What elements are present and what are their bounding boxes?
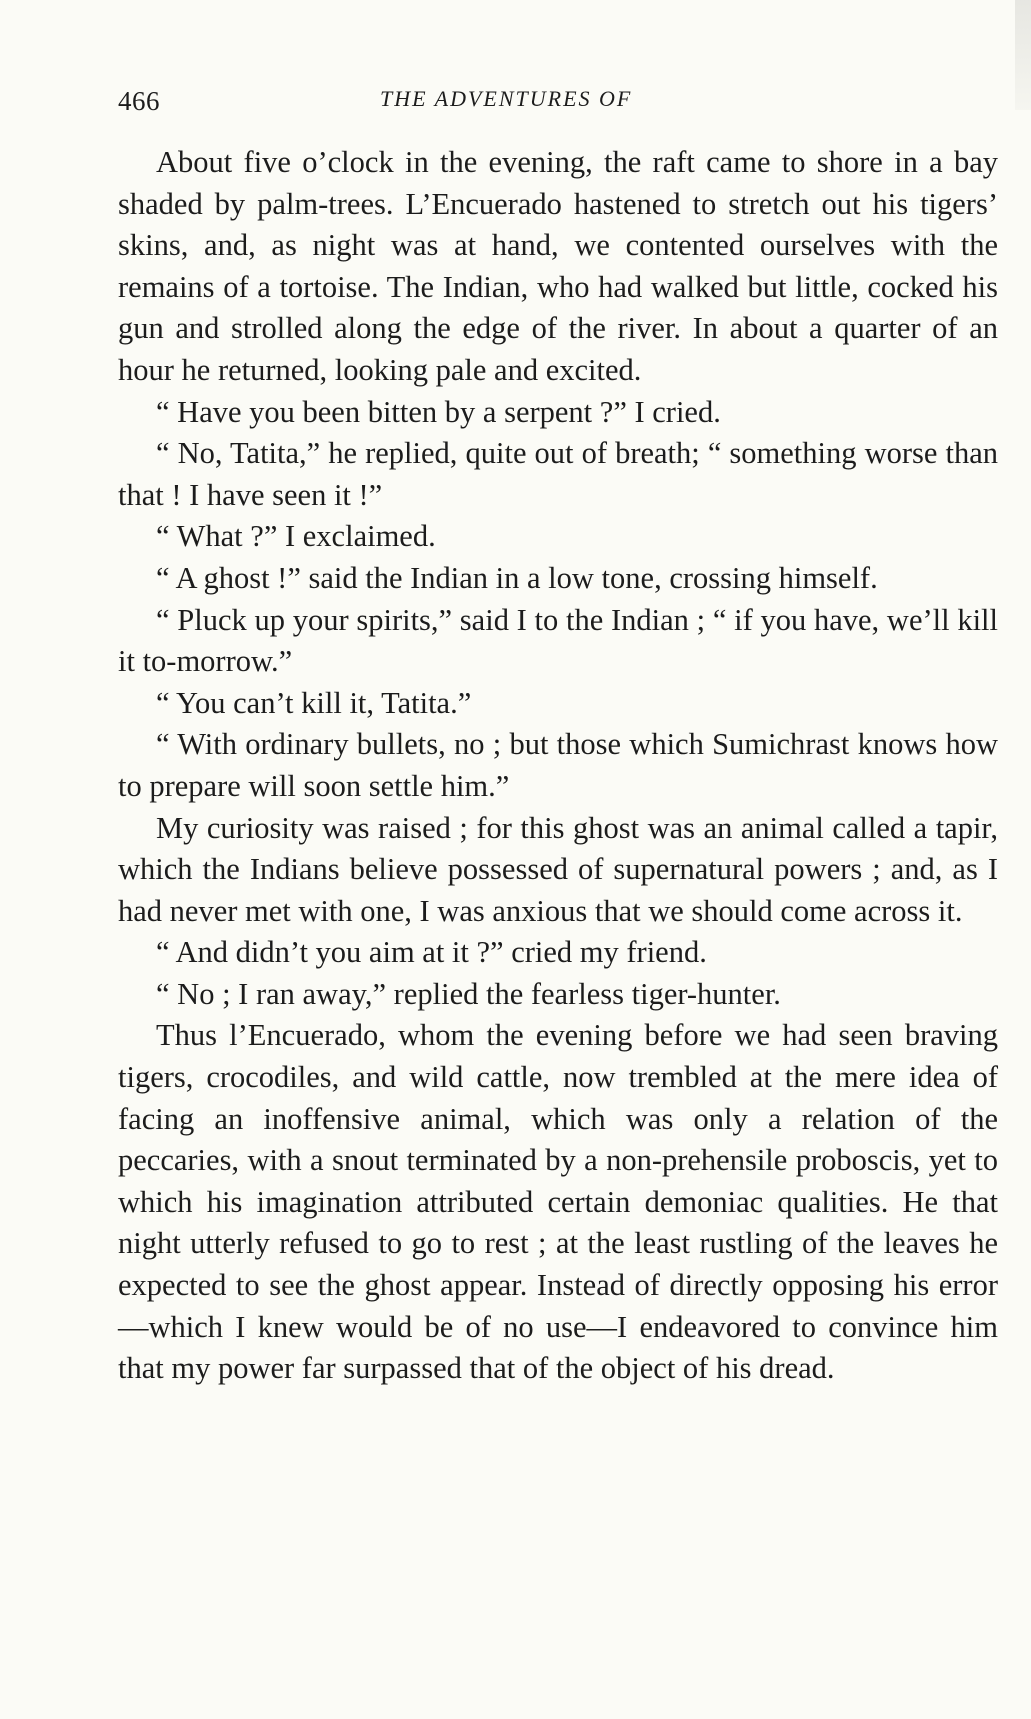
paragraph: “ What ?” I exclaimed. [156,519,436,554]
paragraph: “ A ghost !” said the Indian in a low tone, crossing himself. [156,560,878,595]
page-edge-shadow [1015,0,1031,110]
paragraph: “ And didn’t you aim at it ?” cried my friend. [156,935,707,970]
page-header [118,80,998,120]
paragraph: About five o’clock in the evening, the raft came to shore in a bay shaded by palm-trees. L’Encuerado hastened to stretch out his tigers’ skins, and, as night was at hand, we contented ourselves with the remains of a tortoise. The Indian, who had walked but little, cocked his gun and strolled along the edge of the river. In about a quarter of an hour he returned, looking pale and excited. [118,145,998,387]
paragraph: “ With ordinary bullets, no ; but those which Sumichrast knows how to prepare will soon settle him.” [118,727,998,803]
running-head: THE ADVENTURES OF [380,86,633,111]
paragraph: My curiosity was raised ; for this ghost was an animal called a tapir, which the Indians believe possessed of supernatural powers ; and, as I had never met with one, I was anxious that we should come across it. [118,810,998,928]
page-number: 466 [118,86,160,116]
body-text [118,142,998,1390]
paragraph: “ Have you been bitten by a serpent ?” I cried. [156,394,721,429]
paragraph: “ No ; I ran away,” replied the fearless tiger-hunter. [156,976,781,1011]
paragraph: “ No, Tatita,” he replied, quite out of breath; “ something worse than that ! I have seen it !” [118,436,998,512]
paragraph: “ Pluck up your spirits,” said I to the Indian ; “ if you have, we’ll kill it to-morrow.” [118,602,998,679]
paragraph: “ You can’t kill it, Tatita.” [156,685,472,720]
paragraph: Thus l’Encuerado, whom the evening before we had seen braving tigers, crocodiles, and wild cattle, now trembled at the mere idea of facing an inoffensive animal, which was only a relation of the peccaries, with a snout terminated by a non-prehensile proboscis, yet to which his imagination attributed certain demoniac qualities. He that night utterly refused to go to rest ; at the least rustling of the leaves he expected to see the ghost appear. Instead of directly opposing his error—which I knew would be of no use—I endeavored to convince him that my power far surpassed that of the object of his dread. [118,1018,998,1386]
